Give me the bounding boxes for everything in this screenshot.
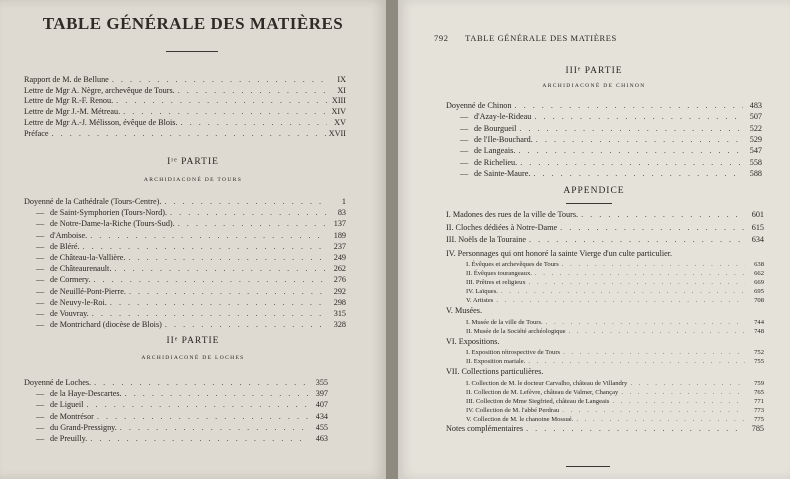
deanery-entry <box>460 124 762 134</box>
deanery-entry <box>24 197 346 207</box>
entry-page-number: 588 <box>749 168 762 178</box>
entry-dash: — <box>36 434 45 443</box>
entry-label: IV. Collection de M. l'abbé Perdrau <box>466 406 560 414</box>
entry-label: III. Noëls de la Touraine <box>446 235 526 244</box>
dot-leader <box>569 327 745 336</box>
appendix-entry <box>446 223 764 233</box>
appendix-subentry <box>466 388 764 397</box>
entry-dash: — <box>36 320 45 330</box>
front-matter-entry <box>24 96 346 106</box>
entry-page-number: 708 <box>754 297 764 304</box>
entry-label: de Vouvray. <box>50 309 89 318</box>
entry-label: I. Évêques et archevêques de Tours <box>466 261 559 268</box>
appendix-entry <box>446 235 764 245</box>
deanery-entry <box>36 253 346 263</box>
entry-label: I. Musée de la ville de Tours. <box>466 318 543 326</box>
deanery-entry <box>36 231 346 241</box>
entry-page-number: 1 <box>341 197 346 206</box>
entry-dash: — <box>36 253 45 262</box>
deanery-entry <box>36 275 346 285</box>
dot-leader <box>612 397 745 406</box>
appendix-subentry <box>466 379 764 388</box>
dot-leader <box>563 348 745 357</box>
entry-page-number: 189 <box>333 230 346 240</box>
dot-leader <box>630 379 745 388</box>
entry-dash: — <box>36 219 45 229</box>
appendix-rule <box>566 203 612 204</box>
appendix-subentry <box>466 327 764 336</box>
entry-page-number: 669 <box>754 279 764 286</box>
entry-page-number: 237 <box>333 241 346 251</box>
dot-leader <box>83 242 327 252</box>
dot-leader <box>546 318 745 327</box>
entry-dash: — <box>36 422 45 432</box>
entry-page-number: 407 <box>315 400 328 410</box>
entry-dash: — <box>460 134 469 144</box>
entry-label: Doyenné de Chinon <box>446 101 512 110</box>
entry-dash: — <box>460 146 469 156</box>
appendix-subentry <box>466 406 764 415</box>
appendix-subentry <box>466 296 764 305</box>
appendix-entry <box>446 424 764 434</box>
deanery-entry <box>460 146 762 156</box>
entry-page-number: XIV <box>331 107 346 117</box>
dot-leader <box>536 135 743 145</box>
entry-page-number: XI <box>337 85 346 95</box>
entry-label: Lettre de Mgr A.-J. Mélisson, évêque de Blois. <box>24 117 178 127</box>
entry-label: de Montrésor <box>50 411 94 421</box>
entry-page-number: 483 <box>749 101 762 110</box>
appendix-section-title <box>446 249 764 259</box>
dot-leader <box>181 118 328 128</box>
deanery-entry <box>36 400 328 410</box>
dot-leader <box>562 260 745 269</box>
entry-page-number: 529 <box>749 134 762 144</box>
appendix-subentry <box>466 348 764 357</box>
entry-label: II. Évêques tourangeaux. <box>466 270 532 277</box>
title-rule <box>166 51 218 52</box>
entry-dash: — <box>36 400 45 410</box>
appendix-subentry <box>466 415 764 424</box>
entry-label: II. Exposition mariale. <box>466 358 526 365</box>
part3-subheading: ARCHIDIACONÉ DE CHINON <box>542 83 646 89</box>
entry-page-number: 262 <box>333 264 346 274</box>
entry-page-number: 355 <box>315 378 328 387</box>
dot-leader <box>164 197 327 207</box>
dot-leader <box>125 389 309 399</box>
dot-leader <box>112 75 327 85</box>
appendix-subentry <box>466 260 764 269</box>
deanery-entry <box>36 309 346 319</box>
entry-label: de Châteaurenault. <box>50 264 112 274</box>
dot-leader <box>129 287 327 297</box>
entry-dash: — <box>36 275 45 285</box>
deanery-entry <box>36 412 328 422</box>
entry-page-number: 771 <box>754 397 764 405</box>
entry-page-number: 744 <box>754 318 764 326</box>
dot-leader <box>518 146 743 156</box>
dot-leader <box>529 278 745 287</box>
deanery-entry <box>460 112 762 122</box>
appendix-heading: APPENDICE <box>563 186 625 196</box>
dot-leader <box>496 296 745 305</box>
entry-label: de Neuvy-le-Roi. <box>50 297 107 307</box>
entry-label: d'Amboise. <box>50 230 88 240</box>
dot-leader <box>114 264 327 274</box>
appendix-subentry <box>466 287 764 296</box>
dot-leader <box>90 231 327 241</box>
entry-page-number: 276 <box>333 275 346 285</box>
dot-leader <box>621 388 745 397</box>
entry-dash: — <box>36 309 45 318</box>
entry-label: de Ligueil <box>50 400 84 410</box>
deanery-entry <box>460 169 762 179</box>
entry-page-number: 601 <box>751 210 764 219</box>
entry-page-number: 547 <box>749 146 762 156</box>
dot-leader <box>533 169 743 179</box>
deanery-entry <box>36 219 346 229</box>
front-matter-entry <box>24 107 346 117</box>
appendix-section-title <box>446 367 764 377</box>
entry-label: de Cormery. <box>50 275 91 285</box>
entry-label: de Bourgueil <box>474 123 517 133</box>
entry-page-number: 695 <box>754 288 764 295</box>
appendix-entry <box>446 210 764 220</box>
entry-page-number: 662 <box>754 270 764 277</box>
entry-page-number: 615 <box>751 222 764 232</box>
dot-leader <box>178 219 327 229</box>
entry-page-number: 507 <box>749 112 762 122</box>
dot-leader <box>535 269 745 278</box>
entry-dash: — <box>36 264 45 274</box>
entry-page-number: 765 <box>754 388 764 396</box>
entry-label: II. Cloches dédiées à Notre-Dame <box>446 222 558 232</box>
entry-page-number: 328 <box>333 320 346 330</box>
dot-leader <box>576 415 745 424</box>
dot-leader <box>165 320 327 330</box>
entry-label: IV. Personnages qui ont honoré la sainte Vierge d'un culte particulier. <box>446 248 673 258</box>
dot-leader <box>90 434 309 444</box>
page-number: 792 <box>434 33 449 43</box>
deanery-entry <box>36 287 346 297</box>
book-gutter <box>386 0 398 479</box>
appendix-subentry <box>466 269 764 278</box>
entry-label: Doyenné de Loches. <box>24 378 92 387</box>
deanery-entry <box>36 264 346 274</box>
dot-leader <box>170 208 327 218</box>
deanery-entry <box>36 320 346 330</box>
dot-leader <box>519 124 743 134</box>
entry-page-number: 634 <box>751 235 764 244</box>
deanery-entry <box>36 242 346 252</box>
entry-label: de Preuilly. <box>50 434 88 443</box>
part3-heading: IIIᵉ PARTIE <box>565 66 623 76</box>
dot-leader <box>534 112 743 122</box>
dot-leader <box>562 406 745 415</box>
deanery-entry <box>36 423 328 433</box>
entry-dash: — <box>460 123 469 133</box>
entry-label: II. Collection de M. Lefèvre, château de Valmer, Chançay <box>466 388 619 396</box>
entry-label: de Montrichard (diocèse de Blois) <box>50 320 162 330</box>
dot-leader <box>501 287 745 296</box>
deanery-entry <box>36 389 328 399</box>
part2-subheading: ARCHIDIACONÉ DE LOCHES <box>141 355 245 361</box>
front-matter-entry <box>24 75 346 85</box>
entry-label: Doyenné de la Cathédrale (Tours-Centre). <box>24 197 162 206</box>
entry-label: de Notre-Dame-la-Riche (Tours-Sud). <box>50 219 175 229</box>
entry-label: Lettre de Mgr A. Nègre, archevêque de Tours. <box>24 85 175 95</box>
part2-heading: IIᵉ PARTIE <box>166 336 220 346</box>
entry-page-number: 249 <box>333 253 346 262</box>
entry-page-number: 775 <box>754 415 764 423</box>
entry-page-number: XIII <box>331 96 346 106</box>
entry-page-number: 83 <box>337 208 346 218</box>
entry-page-number: 522 <box>749 123 762 133</box>
entry-label: VII. Collections particulières. <box>446 367 544 376</box>
entry-dash: — <box>36 297 45 307</box>
entry-label: II. Musée de la Société archéologique <box>466 327 566 335</box>
deanery-entry <box>36 434 328 444</box>
dot-leader <box>520 158 743 168</box>
appendix-subentry <box>466 278 764 287</box>
entry-label: de Saint-Symphorien (Tours-Nord). <box>50 208 167 218</box>
entry-label: IV. Laïques. <box>466 288 498 295</box>
appendix-section-title <box>446 337 764 347</box>
deanery-entry <box>36 298 346 308</box>
part1-subheading: ARCHIDIACONÉ DE TOURS <box>143 177 243 183</box>
entry-label: Rapport de M. de Bellune <box>24 75 109 84</box>
dot-leader <box>52 129 326 139</box>
part1-heading: Iʳᵉ PARTIE <box>167 157 219 167</box>
entry-page-number: 434 <box>315 411 328 421</box>
dot-leader <box>526 424 745 434</box>
entry-dash: — <box>460 112 469 122</box>
entry-page-number: XV <box>334 117 346 127</box>
entry-dash: — <box>36 230 45 240</box>
entry-page-number: IX <box>337 75 346 84</box>
dot-leader <box>110 298 327 308</box>
dot-leader <box>123 107 327 117</box>
dot-leader <box>178 86 327 96</box>
running-head-title: TABLE GÉNÉRALE DES MATIÈRES <box>465 33 617 43</box>
entry-page-number: 755 <box>754 358 764 365</box>
deanery-entry <box>446 101 762 111</box>
entry-label: de Neuillé-Pont-Pierre. <box>50 286 126 296</box>
running-head <box>434 33 617 43</box>
entry-label: I. Madones des rues de la ville de Tours. <box>446 210 579 219</box>
dot-leader <box>560 223 745 233</box>
dot-leader <box>92 309 327 319</box>
entry-dash: — <box>36 241 45 251</box>
page-title: TABLE GÉNÉRALE DES MATIÈRES <box>42 14 344 33</box>
dot-leader <box>97 412 309 422</box>
deanery-entry <box>36 208 346 218</box>
front-matter-entry <box>24 129 346 139</box>
entry-page-number: 759 <box>754 379 764 387</box>
entry-page-number: 455 <box>315 422 328 432</box>
entry-page-number: 558 <box>749 157 762 167</box>
dot-leader <box>120 423 309 433</box>
appendix-subentry <box>466 357 764 366</box>
front-matter-entry <box>24 86 346 96</box>
entry-label: de Sainte-Maure. <box>474 168 531 178</box>
entry-page-number: 315 <box>333 309 346 318</box>
entry-dash: — <box>36 389 45 399</box>
entry-page-number: 137 <box>333 219 346 229</box>
dot-leader <box>515 101 744 111</box>
entry-label: VI. Expositions. <box>446 336 500 346</box>
appendix-section-title <box>446 306 764 316</box>
dot-leader <box>529 235 745 245</box>
dot-leader <box>528 357 745 366</box>
appendix-subentry <box>466 397 764 406</box>
entry-page-number: 638 <box>754 261 764 268</box>
entry-label: V. Collection de M. le chanoine Mossué. <box>466 415 574 423</box>
entry-dash: — <box>460 168 469 178</box>
entry-page-number: 785 <box>751 423 764 433</box>
entry-label: Lettre de Mgr J.-M. Métreau. <box>24 107 121 117</box>
entry-label: III. Prêtres et religieux <box>466 279 526 286</box>
entry-label: Lettre de Mgr R.-F. Renou. <box>24 96 114 106</box>
dot-leader <box>94 378 309 388</box>
entry-page-number: 298 <box>333 297 346 307</box>
appendix-subentry <box>466 318 764 327</box>
dot-leader <box>128 253 327 263</box>
entry-label: d'Azay-le-Rideau <box>474 112 532 122</box>
entry-page-number: 397 <box>315 389 328 399</box>
dot-leader <box>116 96 327 106</box>
entry-dash: — <box>36 411 45 421</box>
entry-page-number: XVII <box>328 128 346 138</box>
entry-page-number: 748 <box>754 327 764 335</box>
dot-leader <box>93 275 327 285</box>
entry-dash: — <box>460 157 469 167</box>
entry-label: de Château-la-Vallière. <box>50 253 126 262</box>
dot-leader <box>86 400 309 410</box>
entry-page-number: 292 <box>333 286 346 296</box>
bottom-rule <box>566 466 610 467</box>
entry-label: de l'Ile-Bouchard. <box>474 134 533 144</box>
entry-label: de Langeais. <box>474 146 516 156</box>
entry-label: V. Artistes <box>466 297 494 304</box>
entry-label: V. Musées. <box>446 306 483 315</box>
entry-dash: — <box>36 208 45 218</box>
front-matter-entry <box>24 118 346 128</box>
deanery-entry <box>460 135 762 145</box>
entry-page-number: 752 <box>754 349 764 356</box>
entry-label: Notes complémentaires <box>446 423 524 433</box>
entry-label: de Richelieu. <box>474 157 518 167</box>
deanery-entry <box>460 158 762 168</box>
entry-label: III. Collection de Mme Siegfried, château de Langeais <box>466 397 610 405</box>
entry-page-number: 463 <box>315 434 328 443</box>
entry-label: du Grand-Pressigny. <box>50 422 117 432</box>
entry-label: I. Exposition rétrospective de Tours <box>466 349 561 356</box>
entry-page-number: 773 <box>754 406 764 414</box>
entry-label: I. Collection de M. le docteur Carvalho, château de Villandry <box>466 379 628 387</box>
entry-label: Préface <box>24 128 49 138</box>
entry-label: de la Haye-Descartes. <box>50 389 122 399</box>
entry-label: de Bléré. <box>50 241 80 251</box>
dot-leader <box>581 210 745 220</box>
deanery-entry <box>24 378 328 388</box>
entry-dash: — <box>36 286 45 296</box>
